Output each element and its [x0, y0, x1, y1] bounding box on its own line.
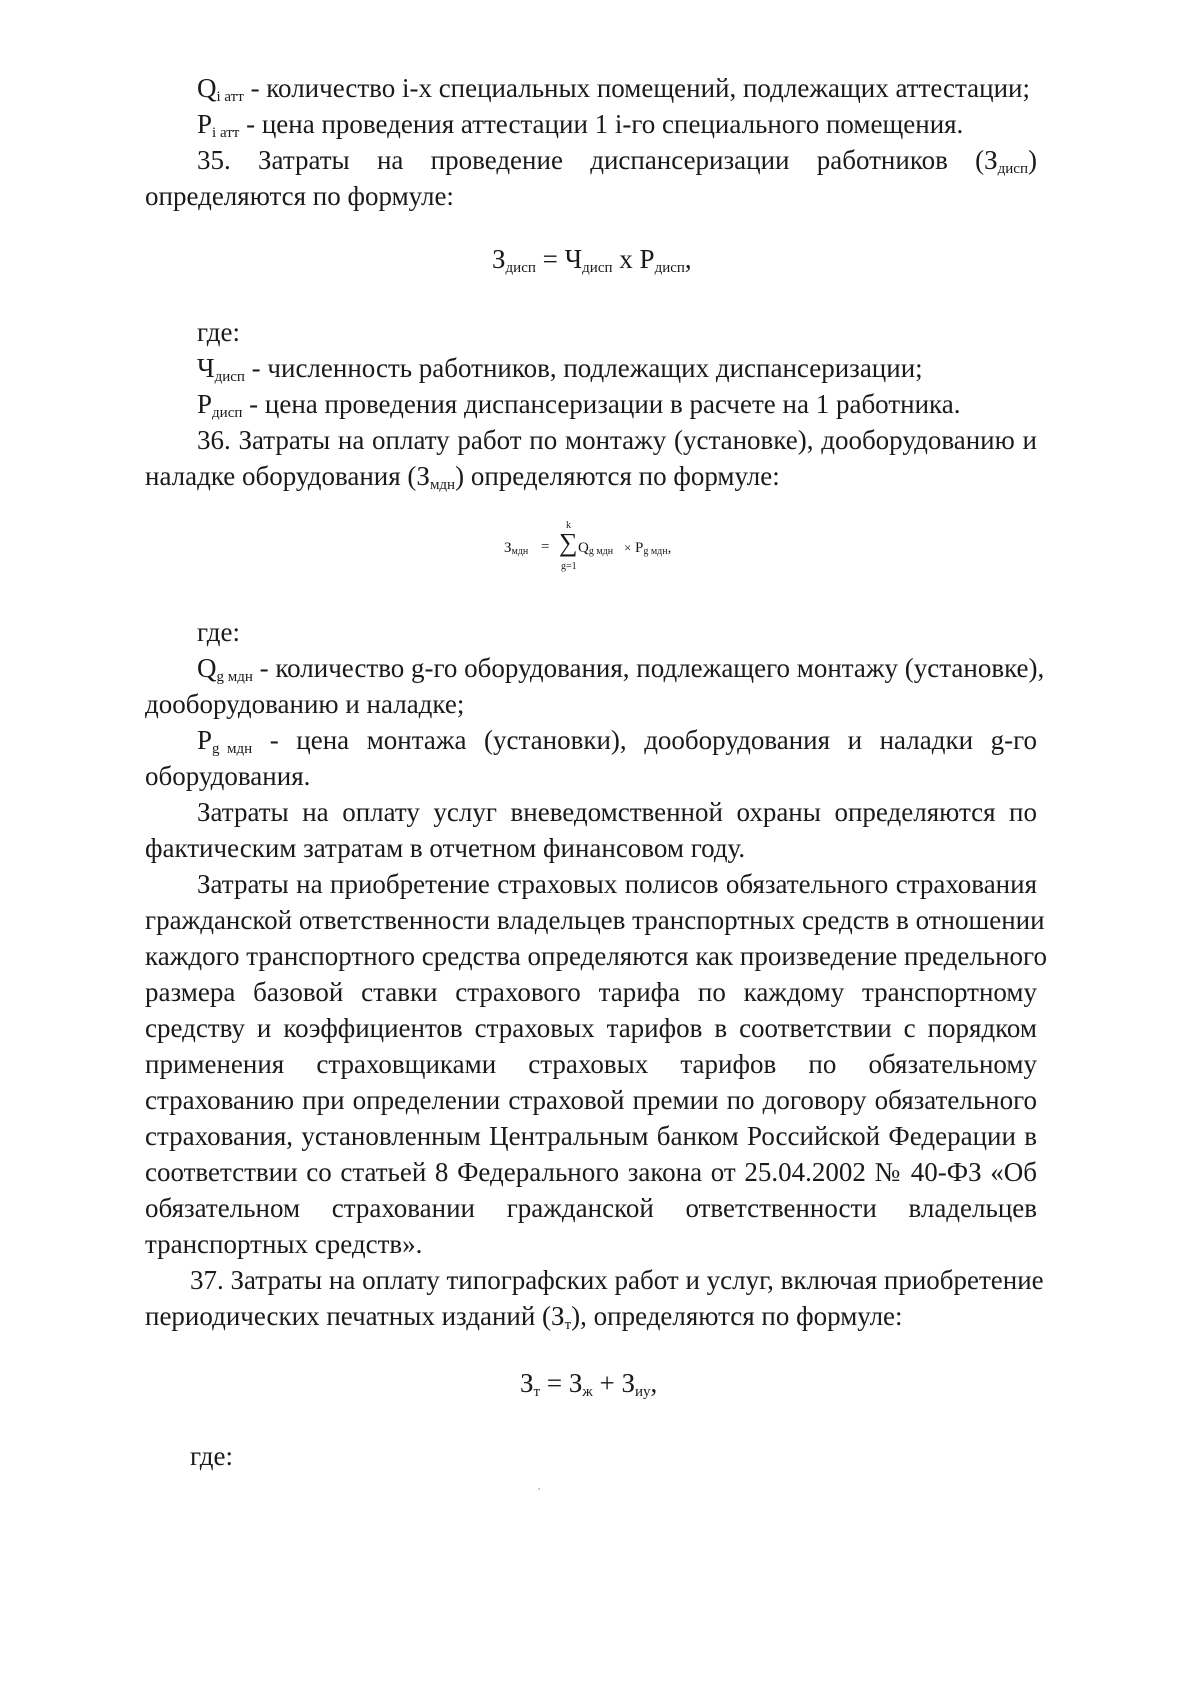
q-att-definition — [197, 70, 1030, 106]
subscript: i атт — [212, 125, 240, 141]
equals-sign: = — [541, 539, 550, 555]
word: (установки), — [484, 725, 627, 755]
symbol: (З — [975, 145, 998, 175]
formula-t — [520, 1368, 657, 1399]
item-35-line-1 — [197, 142, 1037, 178]
symbol: З — [504, 540, 512, 556]
dash: - — [269, 725, 279, 755]
p-mdn-definition-cont: оборудования. — [145, 761, 311, 791]
subscript: g мдн — [216, 669, 253, 685]
word: и — [847, 725, 863, 755]
osago-line: Затраты на приобретение страховых полисов обязательного страхования — [197, 869, 1037, 899]
comma: , — [667, 540, 672, 556]
word: наладки — [879, 725, 974, 755]
osago-line: страхованию при определении страховой премии по договору обязательного — [145, 1085, 1037, 1115]
symbol: З — [520, 1368, 534, 1398]
where-label: где: — [190, 1441, 233, 1471]
item-35-line-2: определяются по формуле: — [145, 181, 454, 211]
subscript: дисп — [582, 260, 613, 276]
item-number: 35. — [197, 145, 231, 175]
text: периодических печатных изданий (З — [145, 1301, 565, 1331]
symbol: Q — [197, 653, 217, 683]
subscript: т — [533, 1384, 541, 1400]
word: дооборудования — [644, 725, 831, 755]
word: на — [376, 145, 404, 175]
subscript: дисп — [214, 369, 245, 385]
subscript: дисп — [212, 405, 243, 421]
word: Затраты — [258, 145, 350, 175]
subscript: дисп — [654, 260, 685, 276]
word: монтажа — [366, 725, 467, 755]
definition-text: - количество i-х специальных помещений, подлежащих аттестации; — [243, 73, 1030, 103]
comma: , — [650, 1368, 658, 1398]
ch-disp-definition — [197, 350, 923, 386]
bracket: ) — [1027, 145, 1037, 175]
upper-limit: k — [566, 520, 571, 531]
text: ), определяются по формуле: — [571, 1301, 903, 1331]
osago-line: гражданской ответственности владельцев транспортных средств в отношении — [145, 905, 1045, 935]
osago-line: средству и коэффициентов страховых тарифов в соответствии с порядком — [145, 1013, 1037, 1043]
p-att-definition — [197, 106, 963, 142]
definition-text: - цена проведения аттестации 1 i-го специального помещения. — [239, 109, 964, 139]
subscript: ж — [582, 1384, 593, 1400]
item-37-line-2 — [145, 1298, 903, 1334]
subscript: мдн — [511, 546, 529, 557]
item-37-line-1: 37. Затраты на оплату типографских работ и услуг, включая приобретение — [190, 1265, 1044, 1295]
subscript: иу — [635, 1384, 651, 1400]
osago-line: страхования, установленным Центральным банком Российской Федерации в — [145, 1121, 1037, 1151]
symbol: P — [197, 109, 213, 139]
subscript: g мдн — [212, 741, 253, 757]
q-mdn-definition-cont: дооборудованию и наладке; — [145, 689, 465, 719]
scan-speck — [538, 1488, 540, 1490]
symbol: Q — [197, 73, 217, 103]
multiply-sign: × — [624, 540, 632, 555]
word: g-го — [990, 725, 1037, 755]
osago-line: размера базовой ставки страхового тарифа по каждому транспортному — [145, 977, 1037, 1007]
p-term — [635, 540, 671, 557]
definition-text: - численность работников, подлежащих диспансеризации; — [244, 353, 923, 383]
symbol: P — [197, 389, 213, 419]
osago-line: применения страховщиками страховых тарифов по обязательному — [145, 1049, 1037, 1079]
p-mdn-definition — [197, 722, 1037, 758]
word: цена — [296, 725, 350, 755]
osago-line: транспортных средств». — [145, 1229, 423, 1259]
where-label: где: — [197, 617, 240, 647]
item-36-line-1: 36. Затраты на оплату работ по монтажу (установке), дооборудованию и — [197, 425, 1037, 455]
comma: , — [684, 244, 692, 274]
symbol-p-mdn — [197, 722, 252, 758]
lhs — [504, 540, 528, 557]
formula-disp — [492, 244, 692, 275]
symbol: = Ч — [535, 244, 583, 274]
osago-line: соответствии со статьей 8 Федерального закона от 25.04.2002 № 40-ФЗ «Об — [145, 1157, 1037, 1187]
p-disp-definition — [197, 386, 960, 422]
subscript: i атт — [216, 89, 244, 105]
symbol: = З — [540, 1368, 583, 1398]
subscript: т — [564, 1317, 572, 1333]
where-label: где: — [197, 317, 240, 347]
subscript: дисп — [505, 260, 536, 276]
sigma-icon: ∑ — [559, 528, 578, 557]
subscript: g мдн — [643, 546, 668, 557]
guard-paragraph-line-2: фактическим затратам в отчетном финансовом году. — [145, 833, 746, 863]
subscript: дисп — [997, 161, 1028, 177]
definition-text: - количество g-го оборудования, подлежащего монтажу (установке), — [252, 653, 1045, 683]
item-36-line-2 — [145, 458, 780, 494]
symbol: Ч — [197, 353, 215, 383]
subscript: мдн — [429, 477, 456, 493]
word: проведение — [430, 145, 563, 175]
q-term — [578, 540, 613, 557]
definition-text: - цена проведения диспансеризации в расчете на 1 работника. — [242, 389, 961, 419]
subscript: g мдн — [588, 546, 614, 557]
guard-paragraph-line-1: Затраты на оплату услуг вневедомственной охраны определяются по — [197, 797, 1037, 827]
symbol: Q — [578, 540, 589, 556]
symbol-z-disp — [975, 142, 1037, 178]
lower-limit: g=1 — [561, 561, 577, 572]
osago-line: каждого транспортного средства определяются как произведение предельного — [145, 941, 1047, 971]
symbol: P — [197, 725, 213, 755]
symbol: З — [492, 244, 506, 274]
word: диспансеризации — [590, 145, 790, 175]
osago-line: обязательном страховании гражданской ответственности владельцев — [145, 1193, 1037, 1223]
symbol: + З — [592, 1368, 635, 1398]
word: работников — [816, 145, 948, 175]
symbol: х P — [612, 244, 655, 274]
text: наладке оборудования (З — [145, 461, 430, 491]
formula-mdn — [504, 520, 694, 576]
text: ) определяются по формуле: — [455, 461, 780, 491]
symbol: P — [635, 540, 644, 556]
q-mdn-definition — [197, 650, 1044, 686]
